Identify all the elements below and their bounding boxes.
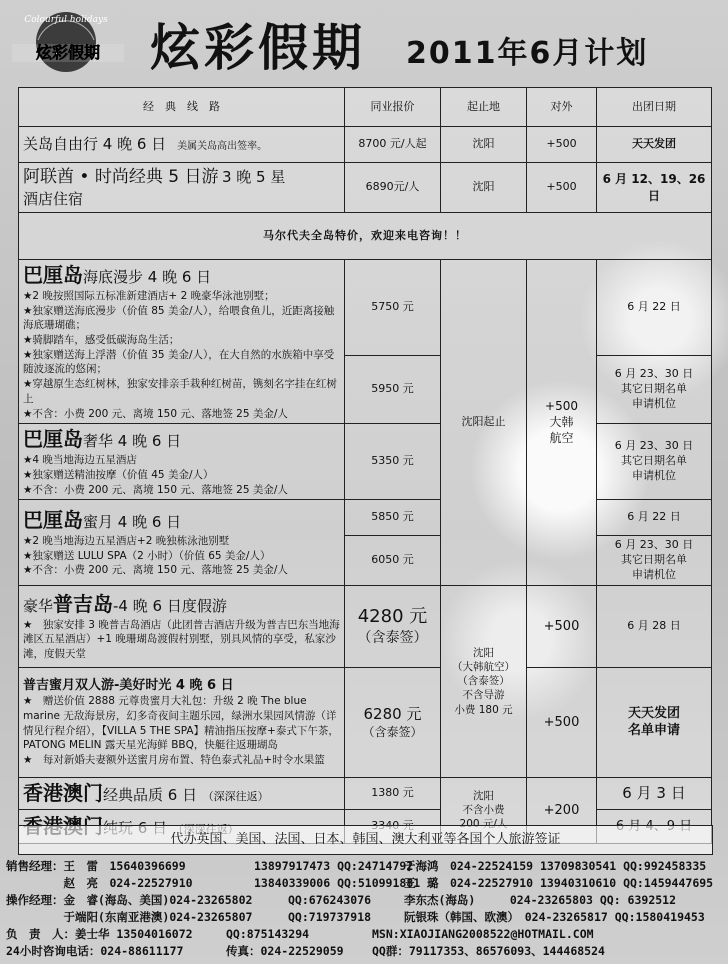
price-note: （含泰签） [362,725,423,740]
price-cell: 5350 元 [345,424,441,500]
price-cell: 6890元/人 [345,163,441,213]
bullet-item: ★穿越原生态红树林，独家安排亲手栽种红树苗，镌刻名字挂在红树上 [23,378,337,405]
contact-text: 24小时咨询电话：024-88611177 [6,944,184,958]
route-hotel: 3 晚 5 星 [221,167,286,186]
table-row-bali-honeymoon-a [19,500,712,536]
table-row-phuket-honeymoon [19,667,712,777]
contact-list [6,858,724,960]
price-note: （含泰签） [357,629,428,646]
origin-line: 小费 180 元 [454,703,513,716]
contact-text: 王 璐 024-22527910 13940310610 QQ:1459447695 [404,876,714,890]
promo-banner: 马尔代夫全岛特价，欢迎来电咨询！！ [19,213,712,260]
tour-table [18,87,712,844]
route-suffix: -4 晚 6 日度假游 [113,596,227,615]
table-row-guam [19,127,712,163]
header-route: 经 典 线 路 [19,88,345,127]
date-line: 申请机位 [632,567,676,581]
markup-cell: +200 [527,777,597,843]
contact-text: QQ:676243076 [288,893,372,907]
dates-cell [597,355,712,423]
origin-cell: 沈阳 [441,127,527,163]
table-row-hk-classic [19,777,712,809]
date-line: 其它日期名单 [621,553,687,567]
price-value: 4280 元 [357,605,428,627]
origin-line: 沈阳 [473,646,494,659]
airline-text: 大韩 [549,415,574,430]
date-line: 6 月 23、30 日 [614,439,694,453]
price-cell: 5850 元 [345,500,441,536]
contact-row [6,943,724,960]
date-line: 申请机位 [632,469,676,483]
markup-cell: +500 [527,667,597,777]
bullet-item: ★不含：小费 200 元、离境 150 元、落地签 25 美金/人 [23,483,288,496]
airline-text: 航空 [549,431,574,446]
contact-text: 13840339006 QQ:510991881 [254,876,421,890]
origin-line: 不含小费 [462,804,505,817]
dates-cell: 6 月 12、19、26 日 [597,163,712,213]
contact-row [6,892,724,909]
origin-line: 不含导游 [462,689,505,702]
contact-text: 阮银珠（韩国、欧澳） 024-23265817 QQ:1580419453 [404,910,705,924]
origin-line: （含泰签） [457,675,510,688]
contact-text: 操作经理：金 睿(海岛、美国)024-23265802 [6,893,253,907]
brand-logo [8,6,128,72]
markup-cell: +500 [527,585,597,667]
route-hotel-2: 酒店住宿 [23,189,84,208]
contact-text: 传真：024-22529059 [226,944,344,958]
contact-text: QQ:719737918 [288,910,372,924]
route-name: 普吉岛 [53,591,114,616]
route-prefix: 豪华 [23,596,54,615]
route-suffix: 奢华 4 晚 6 日 [83,432,182,451]
page-title: 炫彩假期 [150,19,366,77]
bullet-item: ★4 晚当地海边五星酒店 [23,454,137,467]
page-subtitle: 2011年6月计划 [406,36,649,71]
contact-email: MSN:XIAOJIANG2008522@HOTMAIL.COM [372,927,594,941]
bullet-list [23,694,340,767]
route-name: 阿联酋 • 时尚经典 5 日游 [23,166,219,187]
dates-cell: 6 月 22 日 [597,260,712,356]
bullet-item: ★ 每对新婚夫妻额外送蜜月房布置、特色泰式礼品+时令水果篮 [23,754,325,767]
bullet-list [23,534,340,578]
route-cell [19,127,345,163]
route-cell [19,500,345,586]
contact-row [6,909,724,926]
price-cell [345,585,441,667]
bullet-item: ★骑脚踏车，感受低碳海岛生活； [23,334,180,347]
origin-cell: 沈阳起止 [441,260,527,586]
date-line: 其它日期名单 [621,454,687,468]
origin-line: 沈阳 [473,790,494,803]
dates-cell [597,667,712,777]
origin-line: （大韩航空） [452,661,515,674]
date-line: 6 月 23、30 日 [614,367,694,381]
table-row-phuket [19,585,712,667]
logo-arc-text: Colourful holidays [24,15,108,25]
markup-cell: +500 [527,163,597,213]
route-name: 巴厘岛 [23,427,83,452]
markup-cell: +500 [527,127,597,163]
route-cell [19,424,345,500]
contact-text: QQ:875143294 [226,927,310,941]
route-suffix: 经典品质 6 日 [103,785,198,804]
origin-cell [441,585,527,777]
route-note: 美属关岛高出签率。 [177,141,268,153]
logo-text: 炫彩假期 [35,43,101,62]
contact-text: 销售经理：王 雷 15640396699 [6,859,186,873]
bullet-item: ★2 晚当地海边五星酒店+2 晚独栋泳池别墅 [23,534,230,547]
table-row-bali-seawalk-a [19,260,712,356]
price-cell [345,667,441,777]
route-cell [19,777,345,809]
route-cell [19,585,345,667]
route-note: （深深往返） [208,789,269,803]
route-name: 香港澳门 [23,780,103,805]
contact-row [6,926,724,943]
contact-row [6,875,724,892]
route-name: 关岛自由行 4 晚 6 日 [23,135,167,154]
bullet-list [23,289,340,421]
date-line: 申请机位 [632,396,676,410]
bullet-item: ★独家赠送精油按摩（价值 45 美金/人） [23,468,214,481]
bullet-item: ★ 独家安排 3 晚普吉岛酒店（此团普吉酒店升级为普吉巴东当地海滩区五星酒店）+1 晚珊瑚岛渡假村别墅，别具风情的享受，私家沙滩，度假天堂 [23,618,340,661]
dates-cell [597,536,712,586]
bullet-list [23,618,340,662]
price-cell: 5750 元 [345,260,441,356]
bullet-list [23,453,340,497]
contact-text: 负 责 人：姜士华 13504016072 [6,927,193,941]
bullet-item: ★不含：小费 200 元、离境 150 元、落地签 25 美金/人 [23,564,288,577]
dates-cell: 天天发团 [597,127,712,163]
date-line: 天天发团 [627,705,680,721]
date-line: 其它日期名单 [621,382,687,396]
origin-cell: 沈阳 [441,163,527,213]
route-name: 巴厘岛 [23,507,83,532]
contact-text: 于端阳(东南亚港澳)024-23265807 [6,910,253,924]
visa-service-banner: 代办英国、美国、法国、日本、韩国、澳大利亚等各国个人旅游签证 [18,825,713,855]
table-header-row [19,88,712,127]
bullet-item: ★独家赠送海上浮潜（价值 35 美金/人），在大自然的水族箱中享受随波逐流的悠闲； [23,348,335,376]
price-cell: 8700 元/人起 [345,127,441,163]
dates-cell: 6 月 3 日 [597,777,712,809]
contact-text: QQ群：79117353、86576093、144468524 [372,944,605,958]
date-line: 名单申请 [627,723,680,739]
contact-text: 13897917473 QQ:24714792 [254,859,414,873]
route-suffix: 蜜月 4 晚 6 日 [83,512,182,531]
date-line: 6 月 23、30 日 [614,538,694,552]
contact-text: 李东杰(海岛) 024-23265803 QQ: 6392512 [404,893,677,907]
contact-text: 于海鸿 024-22524159 13709830541 QQ:992458335 [404,859,707,873]
route-cell [19,260,345,424]
table-row-uae [19,163,712,213]
price-cell: 5950 元 [345,355,441,423]
markup-value: +500 [545,399,578,414]
header-price: 同业报价 [345,88,441,127]
bullet-item: ★不含：小费 200 元、离境 150 元、落地签 25 美金/人 [23,407,288,420]
header-dates: 出团日期 [597,88,712,127]
bullet-item: ★独家赠送 LULU SPA（2 小时）（价值 65 美金/人） [23,549,271,562]
price-cell: 6050 元 [345,536,441,586]
bullet-item: ★独家赠送海底漫步（价值 85 美金/人），给喂食鱼儿，近距离接触海底珊瑚礁； [23,304,335,332]
promo-row [19,213,712,260]
header-markup: 对外 [527,88,597,127]
contact-text: 赵 亮 024-22527910 [6,876,193,890]
bullet-item: ★2 晚按照国际五标准新建酒店+ 2 晚豪华泳池别墅； [23,290,275,302]
dates-cell [597,424,712,500]
route-cell [19,163,345,213]
route-name: 普吉蜜月双人游-美好时光 4 晚 6 日 [23,677,234,693]
route-name: 巴厘岛 [23,263,83,287]
contact-row [6,858,724,875]
bullet-item: ★ 赠送价值 2888 元尊贵蜜月大礼包：升级 2 晚 The blue marine 无敌海景房，幻多奇夜间主题乐园，绿洲水果园风情游（详情见行程介绍），【VILLA 5 THE SPA】精油指压按摩+泰式下午茶，PATONG MELIN 露天星光海鲜 BBQ，快艇往返珊瑚岛 [23,695,339,752]
route-suffix: 海底漫步 4 晚 6 日 [83,268,212,286]
table-row-bali-luxury [19,424,712,500]
markup-cell [527,260,597,586]
price-value: 6280 元 [363,705,422,724]
route-cell [19,667,345,777]
dates-cell: 6 月 22 日 [597,500,712,536]
header-origin: 起止地 [441,88,527,127]
price-cell: 1380 元 [345,777,441,809]
dates-cell: 6 月 28 日 [597,585,712,667]
